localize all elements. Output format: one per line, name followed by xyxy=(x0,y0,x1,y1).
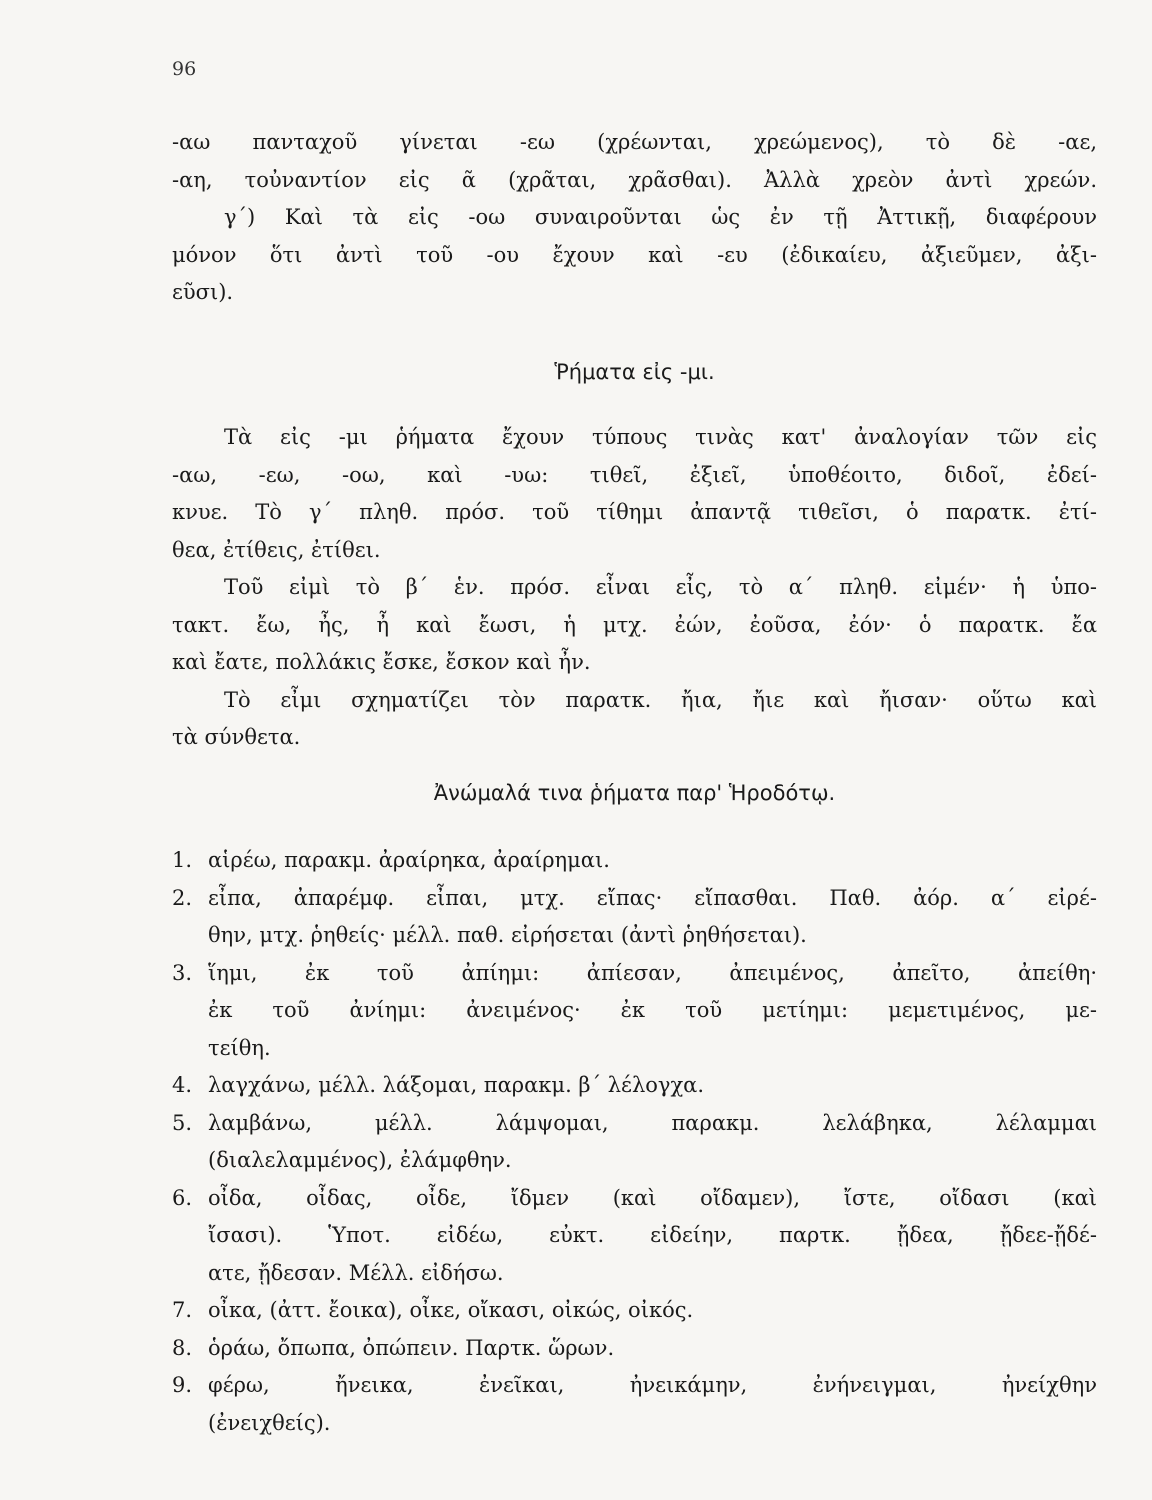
text-line: εἶπα, ἀπαρέμφ. εἶπαι, μτχ. εἴπας· εἴπασθαι. Παθ. ἀόρ. α´ εἰρέ- xyxy=(208,885,1097,910)
list-item xyxy=(172,1105,1097,1180)
text-line: τὰ σύνθετα. xyxy=(172,725,301,749)
text-line: Τοῦ εἰμὶ τὸ β´ ἑν. πρόσ. εἶναι εἶς, τὸ α´ πληθ. εἰμέν· ἡ ὑπο- xyxy=(224,575,1097,599)
list-item xyxy=(172,955,1097,1068)
text-line: -αω, -εω, -οω, καὶ -υω: τιθεῖ, ἐξιεῖ, ὑποθέοιτο, διδοῖ, ἐδεί- xyxy=(172,462,1097,487)
text-line: -αω πανταχοῦ γίνεται -εω (χρέωνται, χρεώμενος), τὸ δὲ -αε, xyxy=(172,130,1097,154)
text-line: τακτ. ἔω, ἦς, ἦ καὶ ἔωσι, ἡ μτχ. ἐών, ἐοῦσα, ἐόν· ὁ παρατκ. ἔα xyxy=(172,612,1097,637)
text-line: ὁράω, ὄπωπα, ὀπώπειν. Παρτκ. ὥρων. xyxy=(208,1335,615,1360)
text-line: τείθη. xyxy=(208,1035,271,1060)
text-line: μόνον ὅτι ἀντὶ τοῦ -ου ἔχουν καὶ -ευ (ἐδικαίευ, ἀξιεῦμεν, ἀξι- xyxy=(172,242,1097,267)
text-line: οἶκα, (ἀττ. ἔοικα), οἶκε, οἴκασι, οἰκώς, οἰκός. xyxy=(208,1298,694,1322)
text-line: λαγχάνω, μέλλ. λάξομαι, παρακμ. β´ λέλογχα. xyxy=(208,1073,705,1097)
list-number: 8. xyxy=(172,1335,193,1360)
text-line: (ἐνειχθείς). xyxy=(208,1410,331,1435)
text-line: λαμβάνω, μέλλ. λάμψομαι, παρακμ. λελάβηκα, λέλαμμαι xyxy=(208,1110,1097,1135)
text-line: θεα, ἐτίθεις, ἐτίθει. xyxy=(172,537,381,562)
text-line: αἱρέω, παρακμ. ἀραίρηκα, ἀραίρημαι. xyxy=(208,848,610,872)
list-number: 4. xyxy=(172,1073,193,1097)
verb-list xyxy=(172,842,1097,1442)
paragraph-mi-verbs xyxy=(172,419,1097,757)
list-item xyxy=(172,880,1097,955)
paragraph-contraction xyxy=(172,124,1097,312)
list-number: 9. xyxy=(172,1373,193,1397)
text-line: κνυε. Τὸ γ´ πληθ. πρόσ. τοῦ τίθημι ἀπαντᾷ τιθεῖσι, ὁ παρατκ. ἐτί- xyxy=(172,500,1097,524)
list-number: 6. xyxy=(172,1185,193,1210)
list-number: 1. xyxy=(172,848,193,872)
text-line: ἵημι, ἐκ τοῦ ἀπίημι: ἀπίεσαν, ἀπειμένος, ἀπεῖτο, ἀπείθη· xyxy=(208,960,1097,985)
text-line: ατε, ᾔδεσαν. Μέλλ. εἰδήσω. xyxy=(208,1260,504,1285)
list-item xyxy=(172,842,1097,880)
list-number: 5. xyxy=(172,1110,193,1135)
text-line: (διαλελαμμένος), ἐλάμφθην. xyxy=(208,1148,512,1172)
text-line: οἶδα, οἶδας, οἶδε, ἴδμεν (καὶ οἴδαμεν), ἴστε, οἴδασι (καὶ xyxy=(208,1185,1097,1210)
list-number: 7. xyxy=(172,1298,193,1322)
section-heading: Ἀνώμαλά τινα ῥήματα παρ' Ἡροδότῳ. xyxy=(433,780,836,805)
text-line: -αη, τοὐναντίον εἰς ᾶ (χρᾶται, χρᾶσθαι). Ἀλλὰ χρεὸν ἀντὶ χρεών. xyxy=(172,167,1097,192)
list-item xyxy=(172,1180,1097,1293)
list-item xyxy=(172,1292,1097,1330)
text-line: ἐκ τοῦ ἀνίημι: ἀνειμένος· ἐκ τοῦ μετίημι: μεμετιμένος, με- xyxy=(208,998,1097,1022)
list-number: 3. xyxy=(172,960,193,985)
text-line: Τὸ εἶμι σχηματίζει τὸν παρατκ. ἤια, ἤιε καὶ ἤισαν· οὕτω καὶ xyxy=(224,687,1097,712)
list-number: 2. xyxy=(172,885,193,910)
text-line: Τὰ εἰς -μι ῥήματα ἔχουν τύπους τινὰς κατ' ἀναλογίαν τῶν εἰς xyxy=(224,425,1097,449)
text-line: καὶ ἔατε, πολλάκις ἔσκε, ἔσκον καὶ ἦν. xyxy=(172,650,591,674)
page-body xyxy=(172,124,1097,1442)
list-item xyxy=(172,1367,1097,1442)
list-item xyxy=(172,1067,1097,1105)
text-line: ἴσασι). Ὑποτ. εἰδέω, εὐκτ. εἰδείην, παρτκ. ᾔδεα, ᾔδεε-ᾔδέ- xyxy=(208,1223,1097,1247)
text-line: φέρω, ἤνεικα, ἐνεῖκαι, ἠνεικάμην, ἐνήνειγμαι, ἠνείχθην xyxy=(208,1373,1097,1397)
text-line: γ´) Καὶ τὰ εἰς -οω συναιροῦνται ὡς ἐν τῇ Ἀττικῇ, διαφέρουν xyxy=(224,205,1097,229)
text-line: θην, μτχ. ῥηθείς· μέλλ. παθ. εἰρήσεται (ἀντὶ ῥηθήσεται). xyxy=(208,923,807,947)
list-item xyxy=(172,1330,1097,1368)
page-number: 96 xyxy=(172,58,197,80)
section-heading: Ῥήματα εἰς -μι. xyxy=(554,359,715,384)
text-line: εῦσι). xyxy=(172,280,234,304)
